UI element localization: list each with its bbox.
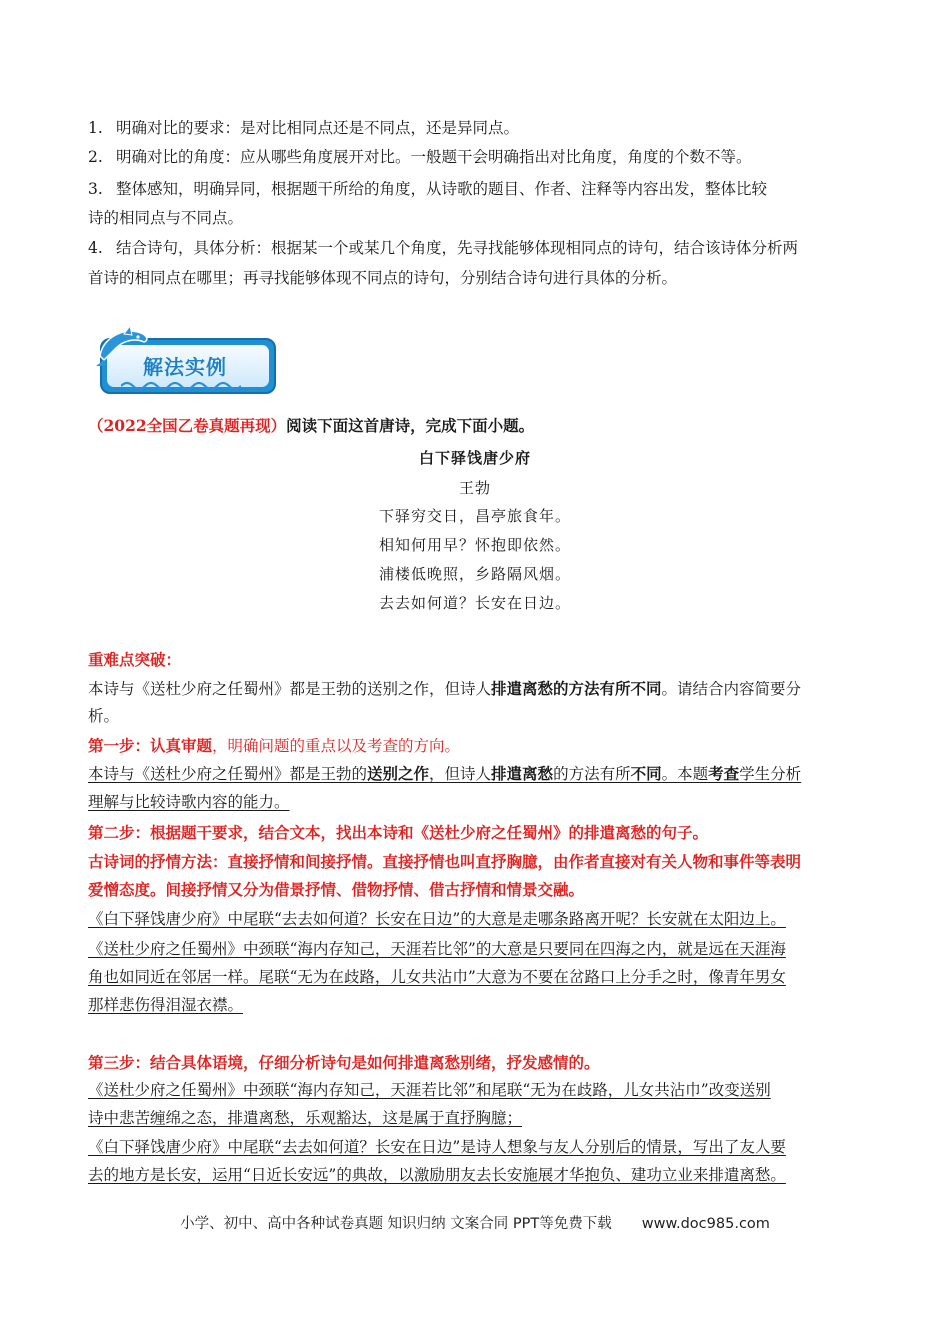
- poem-line: 相知何用早？怀抱即依然。: [378, 536, 571, 554]
- question-text: 。请结合内容简要分: [661, 680, 802, 698]
- poem-author: 王勃: [458, 479, 491, 497]
- wave-icon: [121, 378, 241, 392]
- step1-line2: 理解与比较诗歌内容的能力。: [88, 793, 290, 811]
- step3-analysis-2-l1: 《白下驿饯唐少府》中尾联“去去如何道？长安在日边”是诗人想象与友人分别后的情景，写出了友人要: [88, 1138, 786, 1156]
- step2-analysis-2-l1: 《送杜少府之任蜀州》中颈联“海内存知己，天涯若比邻”的大意是只要同在四海之内，就是远在天涯海: [88, 940, 786, 958]
- difficulty-heading: 重难点突破：: [88, 650, 182, 669]
- step3-heading: 第三步：结合具体语境，仔细分析诗句是如何排遣离愁别绪，抒发感情的。: [88, 1053, 600, 1072]
- solution-example-badge: [94, 326, 280, 400]
- step2-analysis-2-l2: 角也如同近在邻居一样。尾联“无为在歧路，儿女共沾巾”大意为不要在岔路口上分手之时，像青年男女: [88, 968, 786, 986]
- poem-line: 浦楼低晚照，乡路隔风烟。: [378, 565, 571, 583]
- page-footer: [0, 1212, 950, 1233]
- text-run: ，但诗人: [429, 765, 492, 783]
- dolphin-icon: [94, 326, 154, 374]
- emphasis-run: 考查: [708, 764, 740, 783]
- text-run: 。本题: [661, 765, 709, 783]
- list-item-3: [88, 179, 767, 199]
- step2-heading: 第二步：根据题干要求，结合文本，找出本诗和《送杜少府之任蜀州》的排遣离愁的句子。: [88, 823, 709, 842]
- footer-site-link[interactable]: www.doc985.com: [641, 1216, 770, 1232]
- list-number: 1.: [88, 119, 103, 137]
- list-text: 明确对比的角度：应从哪些角度展开对比。一般题干会明确指出对比角度，角度的个数不等。: [116, 148, 752, 166]
- list-text: 结合诗句，具体分析：根据某一个或某几个角度，先寻找能够体现相同点的诗句，结合该诗体分析两: [116, 239, 799, 257]
- difficulty-question: [88, 679, 801, 699]
- list-number: 4.: [88, 239, 103, 257]
- poem-line: 去去如何道？长安在日边。: [378, 594, 571, 612]
- list-item-4-cont: 首诗的相同点在哪里；再寻找能够体现不同点的诗句，分别结合诗句进行具体的分析。: [88, 269, 678, 287]
- list-text: 整体感知，明确异同，根据题干所给的角度，从诗歌的题目、作者、注释等内容出发，整体比较: [116, 180, 768, 198]
- step3-analysis-1-l1: 《送杜少府之任蜀州》中颈联“海内存知己，天涯若比邻”和尾联“无为在歧路，儿女共沾巾”改变送别: [88, 1081, 771, 1099]
- step3-analysis-1-l2: 诗中悲苦缠绵之态，排遣离愁，乐观豁达，这是属于直抒胸臆；: [88, 1109, 523, 1127]
- list-item-4: [88, 238, 798, 258]
- list-item-3-cont: 诗的相同点与不同点。: [88, 209, 244, 227]
- question-instruction: 阅读下面这首唐诗，完成下面小题。: [286, 416, 535, 435]
- text-run: 本诗与《送杜少府之任蜀州》都是王勃的: [88, 765, 368, 783]
- step2-analysis-2-l3: 那样悲伤得泪湿衣襟。: [88, 996, 244, 1014]
- list-text: 明确对比的要求：是对比相同点还是不同点，还是异同点。: [116, 119, 520, 137]
- difficulty-question-cont: 析。: [88, 707, 120, 725]
- lyric-method-line2: 爱憎态度。间接抒情又分为借景抒情、借物抒情、借古抒情和情景交融。: [88, 880, 585, 899]
- list-number: 2.: [88, 148, 103, 166]
- poem-title: 白下驿饯唐少府: [418, 449, 531, 467]
- emphasis-run: 排遣离愁: [491, 764, 554, 783]
- emphasis-run: 送别之作: [367, 764, 430, 783]
- question-source: （2022全国乙卷真题再现）: [88, 416, 287, 435]
- poem-line: 下驿穷交日，昌亭旅食年。: [378, 507, 571, 525]
- step2-analysis-1: 《白下驿饯唐少府》中尾联“去去如何道？长安在日边”的大意是走哪条路离开呢？长安就在太阳边上。: [88, 910, 786, 928]
- list-item-1: [88, 118, 519, 138]
- step1-heading-bold: 第一步：认真审题: [88, 736, 213, 755]
- list-item-2: [88, 147, 752, 167]
- step3-analysis-2-l2: 去的地方是长安，运用“日近长安远”的典故，以激励朋友去长安施展才华抱负、建功立业来排遣离愁。: [88, 1166, 786, 1184]
- text-run: 的方法有所: [553, 765, 631, 783]
- lyric-method-line1: 古诗词的抒情方法：直接抒情和间接抒情。直接抒情也叫直抒胸臆，由作者直接对有关人物和事件等表明: [88, 852, 802, 871]
- step1-heading: [88, 736, 460, 756]
- step1-heading-rest: ，明确问题的重点以及考查的方向。: [212, 737, 461, 755]
- emphasis-run: 不同: [630, 764, 662, 783]
- question-text: 本诗与《送杜少府之任蜀州》都是王勃的送别之作，但诗人: [88, 680, 492, 698]
- footer-text: 小学、初中、高中各种试卷真题 知识归纳 文案合同 PPT等免费下载: [180, 1216, 612, 1232]
- question-emphasis: 排遣离愁的方法有所不同: [491, 679, 662, 698]
- badge-label: 解法实例: [143, 355, 227, 379]
- step1-line1: [88, 764, 801, 784]
- list-number: 3.: [88, 180, 103, 198]
- text-run: 学生分析: [739, 765, 802, 783]
- question-intro: [88, 416, 534, 436]
